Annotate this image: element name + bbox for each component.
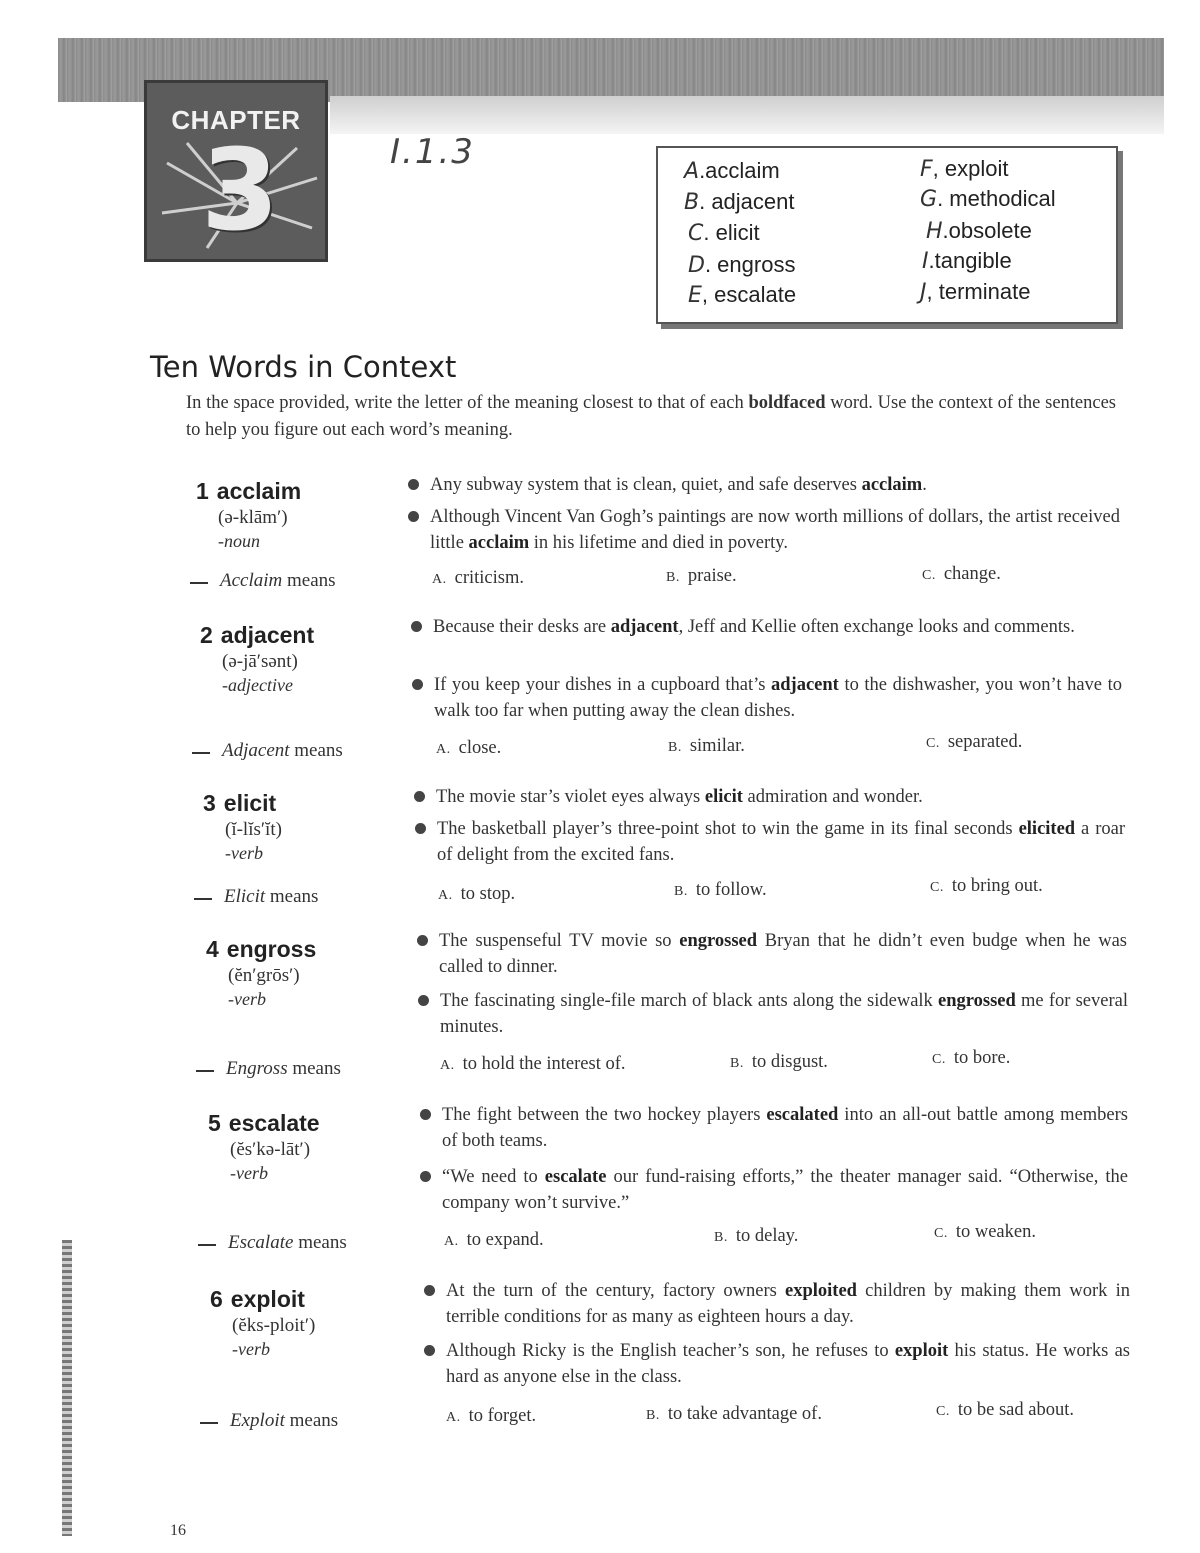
choice-b: B. to take advantage of.	[646, 1404, 822, 1424]
means-answer-blank[interactable]: Escalate means	[198, 1232, 347, 1254]
word-list-item: H.obsolete	[926, 218, 1032, 244]
binding-strip	[62, 1240, 72, 1536]
choice-b: B. similar.	[668, 736, 745, 756]
context-sentence: Because their desks are adjacent, Jeff and Kellie often exchange looks and comments.	[433, 614, 1121, 640]
context-sentence: Although Ricky is the English teacher’s son, he refuses to exploit his status. He works as hard as anyone else in the class.	[446, 1338, 1130, 1390]
choice-b: B. praise.	[666, 566, 737, 586]
entry-header: 2 adjacent (ə-jā′sənt) -adjective	[200, 622, 315, 695]
word-list-item: F, exploit	[920, 156, 1009, 182]
context-sentence: “We need to escalate our fund-raising efforts,” the theater manager said. “Otherwise, the company won’t survive.”	[442, 1164, 1128, 1216]
choice-a: A. to hold the interest of.	[440, 1054, 626, 1074]
word-list-box	[656, 146, 1118, 324]
chapter-badge	[144, 80, 328, 262]
word-list-item: J, terminate	[920, 279, 1031, 305]
choice-c: C. to weaken.	[934, 1222, 1036, 1242]
choice-c: C. to be sad about.	[936, 1400, 1074, 1420]
context-sentence: At the turn of the century, factory owners exploited children by making them work in terrible conditions for as many as eighteen hours a day.	[446, 1278, 1130, 1330]
choice-a: A. to forget.	[446, 1406, 537, 1426]
entry-header: 5 escalate (ĕs′kə-lāt′) -verb	[208, 1110, 320, 1183]
choice-c: C. to bring out.	[930, 876, 1043, 896]
word-list-item: B. adjacent	[684, 189, 795, 215]
chapter-label: CHAPTER	[171, 105, 301, 135]
choice-c: C. to bore.	[932, 1048, 1011, 1068]
choice-b: B. to delay.	[714, 1226, 799, 1246]
choice-b: B. to disgust.	[730, 1052, 828, 1072]
means-answer-blank[interactable]: Acclaim means	[190, 570, 336, 592]
choice-a: A. to expand.	[444, 1230, 544, 1250]
section-title: Ten Words in Context	[150, 350, 457, 384]
context-sentence: The movie star’s violet eyes always elicit admiration and wonder.	[436, 784, 1124, 810]
chapter-number: 3	[201, 126, 279, 256]
context-sentence: The basketball player’s three-point shot to win the game in its final seconds elicited a roar of delight from the excited fans.	[437, 816, 1125, 868]
choice-a: A. close.	[436, 738, 502, 758]
entry-header: 4 engross (ĕn′grōs′) -verb	[206, 936, 317, 1009]
choice-b: B. to follow.	[674, 880, 767, 900]
context-sentence: The fight between the two hockey players escalated into an all-out battle among members of both teams.	[442, 1102, 1128, 1154]
header-band-shade	[330, 96, 1164, 134]
entry-header: 6 exploit (ĕks-ploit′) -verb	[210, 1286, 316, 1359]
means-answer-blank[interactable]: Adjacent means	[192, 740, 343, 762]
means-answer-blank[interactable]: Exploit means	[200, 1410, 338, 1432]
entry-header: 3 elicit (ĭ-lĭs′ĭt) -verb	[203, 790, 282, 863]
handwritten-note: I.1.3	[390, 132, 475, 172]
context-sentence: The fascinating single-file march of black ants along the sidewalk engrossed me for several minutes.	[440, 988, 1128, 1040]
context-sentence: If you keep your dishes in a cupboard that’s adjacent to the dishwasher, you won’t have to walk too far when putting away the clean dishes.	[434, 672, 1122, 724]
context-sentence: The suspenseful TV movie so engrossed Bryan that he didn’t even budge when he was called to dinner.	[439, 928, 1127, 980]
page-number: 16	[170, 1522, 186, 1539]
entry-header: 1 acclaim (ə-klām′) -noun	[196, 478, 302, 551]
means-answer-blank[interactable]: Engross means	[196, 1058, 341, 1080]
instructions: In the space provided, write the letter of the meaning closest to that of each boldfaced word. Use the context of the sentences to help you figure out each word’s meaning.	[186, 393, 1116, 440]
word-list-item: E, escalate	[688, 282, 797, 308]
word-list-item: G. methodical	[920, 186, 1056, 212]
choice-c: C. change.	[922, 564, 1001, 584]
word-list-item: C. elicit	[688, 220, 760, 246]
choice-c: C. separated.	[926, 732, 1023, 752]
choice-a: A. to stop.	[438, 884, 516, 904]
word-list-item: D. engross	[688, 252, 796, 278]
word-list-item: I.tangible	[922, 248, 1012, 274]
choice-a: A. criticism.	[432, 568, 524, 588]
context-sentence: Any subway system that is clean, quiet, and safe deserves acclaim.	[430, 472, 1120, 498]
context-sentence: Although Vincent Van Gogh’s paintings are now worth millions of dollars, the artist received little acclaim in his lifetime and died in poverty.	[430, 504, 1120, 556]
word-list-item: A.acclaim	[684, 158, 780, 184]
means-answer-blank[interactable]: Elicit means	[194, 886, 318, 908]
